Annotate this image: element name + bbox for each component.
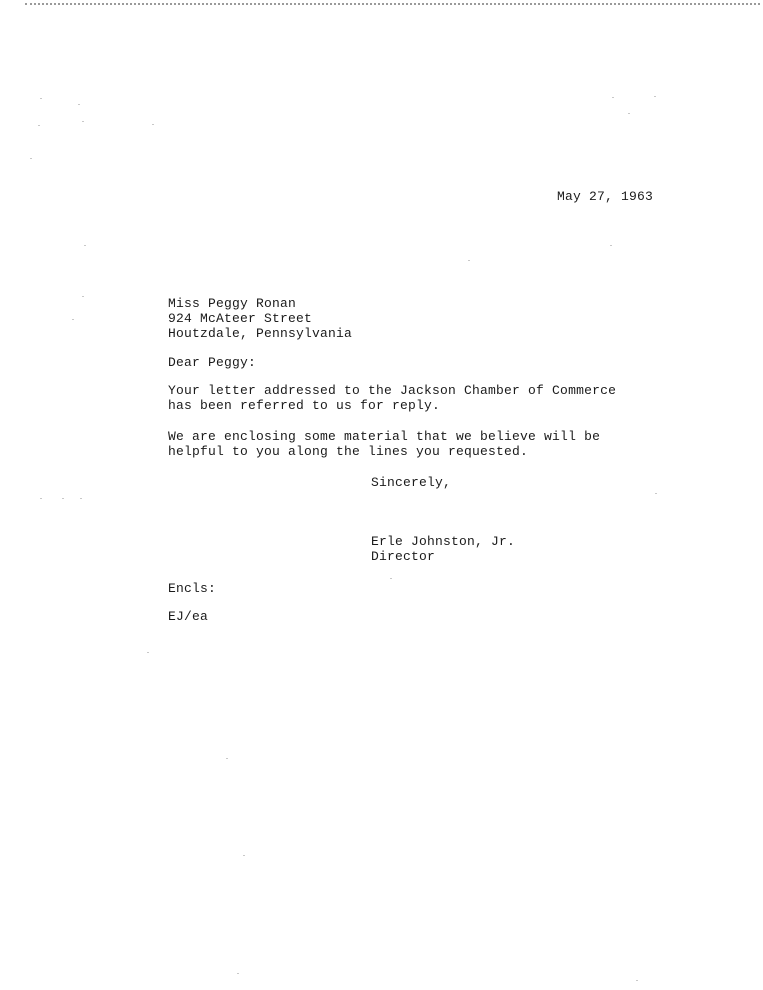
scan-speck [30,158,32,159]
scan-speck [390,578,392,579]
scan-speck [62,498,64,499]
scan-speck [468,260,470,261]
typist-initials: EJ/ea [168,609,209,624]
recipient-name: Miss Peggy Ronan [168,296,297,311]
scan-speck [243,855,245,856]
body-paragraph-2 [168,429,600,459]
scan-speck [226,758,228,759]
scan-speck [82,296,84,297]
closing: Sincerely, [371,475,452,490]
scan-speck [655,493,657,494]
scan-speck [147,652,149,653]
scan-speck [78,104,80,105]
scan-speck [38,125,40,126]
scan-speck [612,97,614,98]
letter-date: May 27, 1963 [557,189,654,204]
paragraph-line: helpful to you along the lines you requested. [168,444,529,459]
scan-speck [84,245,86,246]
scan-speck [152,124,154,125]
signer-name: Erle Johnston, Jr. [371,534,516,549]
body-paragraph-1 [168,383,616,413]
enclosure-note: Encls: [168,581,217,596]
scan-speck [610,245,612,246]
signer-title: Director [371,549,436,564]
scan-speck [40,498,42,499]
top-edge-rule [25,3,760,5]
recipient-city: Houtzdale, Pennsylvania [168,326,353,341]
salutation: Dear Peggy: [168,355,257,370]
scan-speck [628,113,630,114]
scan-speck [72,319,74,320]
scan-speck [654,96,656,97]
signature-block [371,534,515,564]
scan-speck [237,973,239,974]
recipient-street: 924 McAteer Street [168,311,313,326]
scan-speck [82,121,84,122]
recipient-address [168,296,352,341]
scan-speck [80,498,82,499]
paragraph-line: Your letter addressed to the Jackson Chamber of Commerce [168,383,617,398]
scan-speck [636,980,638,981]
paragraph-line: We are enclosing some material that we believe will be [168,429,601,444]
scan-speck [40,98,42,99]
paragraph-line: has been referred to us for reply. [168,398,441,413]
